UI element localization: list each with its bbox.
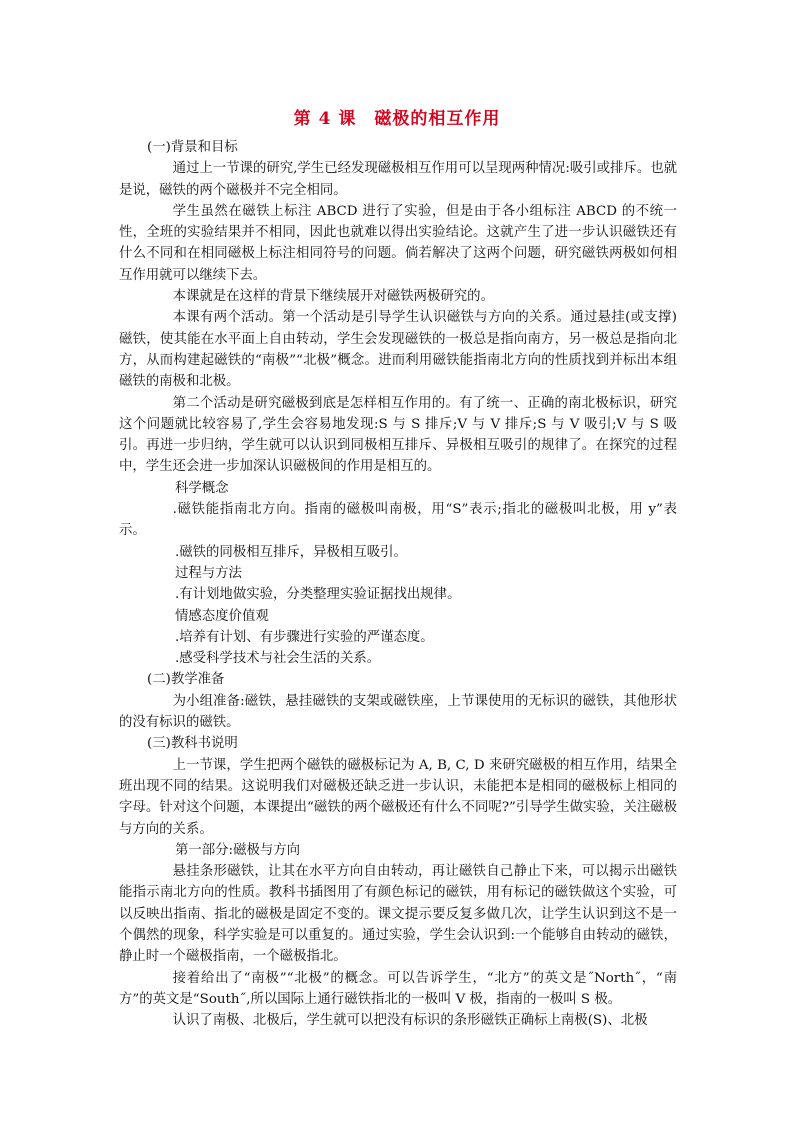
paragraph: 本课有两个活动。第一个活动是引导学生认识磁铁与方向的关系。通过悬挂(或支撑)磁铁，使其能在水平面上自由转动，学生会发现磁铁的一极总是指向南方，另一极总是指向北方，从而构建起磁铁的“南极”“北极”概念。进而利用磁铁能指南北方向的性质找到并标出本组磁铁的南极和北极。 (119, 310, 677, 390)
subsection-line: 科学概念 (175, 480, 229, 496)
paragraph: 学生虽然在磁铁上标注 ABCD 进行了实验，但是由于各小组标注 ABCD 的不统一性，全班的实验结果并不相同，因此也就难以得出实验结论。这就产生了进一步认识磁铁还有什么不同和在相同磁极上标注相同符号的问题。倘若解决了这两个问题，研究磁铁两极如何相互作用就可以继续下去。 (119, 203, 677, 283)
subsection-line: .感受科学技术与社会生活的关系。 (175, 651, 381, 667)
subsection-line: .培养有计划、有步骤进行实验的严谨态度。 (175, 629, 434, 645)
paragraph: 悬挂条形磁铁，让其在水平方向自由转动，再让磁铁自己静止下来，可以揭示出磁铁能指示南北方向的性质。教科书插图用了有颜色标记的磁铁，用有标记的磁铁做这个实验，可以反映出指南、指北的磁极是固定不变的。课文提示要反复多做几次，让学生认识到这不是一个偶然的现象，科学实验是可以重复的。通过实验，学生会认识到:一个能够自由转动的磁铁，静止时一个磁极指南，一个磁极指北。 (119, 864, 677, 965)
paragraph: 为小组准备:磁铁，悬挂磁铁的支架或磁铁座，上节课使用的无标识的磁铁，其他形状的没有标识的磁铁。 (119, 693, 677, 731)
paragraph: 本课就是在这样的背景下继续展开对磁铁两极研究的。 (172, 289, 494, 305)
paragraph: 通过上一节课的研究,学生已经发现磁极相互作用可以呈现两种情况:吸引或排斥。也就是说，磁铁的两个磁极并不完全相同。 (119, 161, 677, 198)
lesson-topic: 磁极的相互作用 (374, 109, 501, 129)
subsection-line: 过程与方法 (175, 565, 242, 581)
paragraph: .磁铁能指南北方向。指南的磁极叫南极，用“S”表示;指北的磁极叫北极，用 y”表示。 (119, 502, 677, 539)
paragraph: 上一节课，学生把两个磁铁的磁极标记为 A, B, C, D 来研究磁极的相互作用，结果全班出现不同的结果。这说明我们对磁极还缺乏进一步认识，未能把本是相同的磁极标上相同的字母。针对这个问题，本课提出“磁铁的两个磁极还有什么不同呢?”引导学生做实验，关注磁极与方向的关系。 (119, 757, 677, 837)
paragraph: 接着给出了“南极”“北极”的概念。可以告诉学生，“北方”的英文是˝North˝，“南方”的英文是“South˝,所以国际上通行磁铁指北的一极叫 V 极，指南的一极叫 S 极。 (119, 970, 677, 1007)
paragraph: 认识了南极、北极后，学生就可以把没有标识的条形磁铁正确标上南极(S)、北极 (172, 1013, 648, 1029)
section-heading: (一)背景和目标 (147, 140, 238, 155)
page-title (0, 104, 794, 129)
document-body (119, 137, 677, 1031)
section-heading: (二)教学准备 (147, 672, 225, 688)
subsection-line: 第一部分:磁极与方向 (175, 842, 301, 858)
lesson-number: 第 4 课 (293, 109, 357, 129)
paragraph: 第二个活动是研究磁极到底是怎样相互作用的。有了统一、正确的南北极标识，研究这个问题就比较容易了,学生会容易地发现:S 与 S 排斥;V 与 V 排斥;S 与 V 吸引;V 与 S 吸引。再进一步归纳，学生就可以认识到同极相互排斥、异极相互吸引的规律了。在探究的过程中，学生还会进一步加深认识磁极间的作用是相互的。 (119, 395, 677, 475)
section-heading: (三)教科书说明 (147, 736, 238, 752)
subsection-line: 情感态度价值观 (175, 608, 269, 624)
subsection-line: .磁铁的同极相互排斥，异极相互吸引。 (175, 544, 407, 560)
subsection-line: .有计划地做实验，分类整理实验证据找出规律。 (175, 587, 461, 603)
